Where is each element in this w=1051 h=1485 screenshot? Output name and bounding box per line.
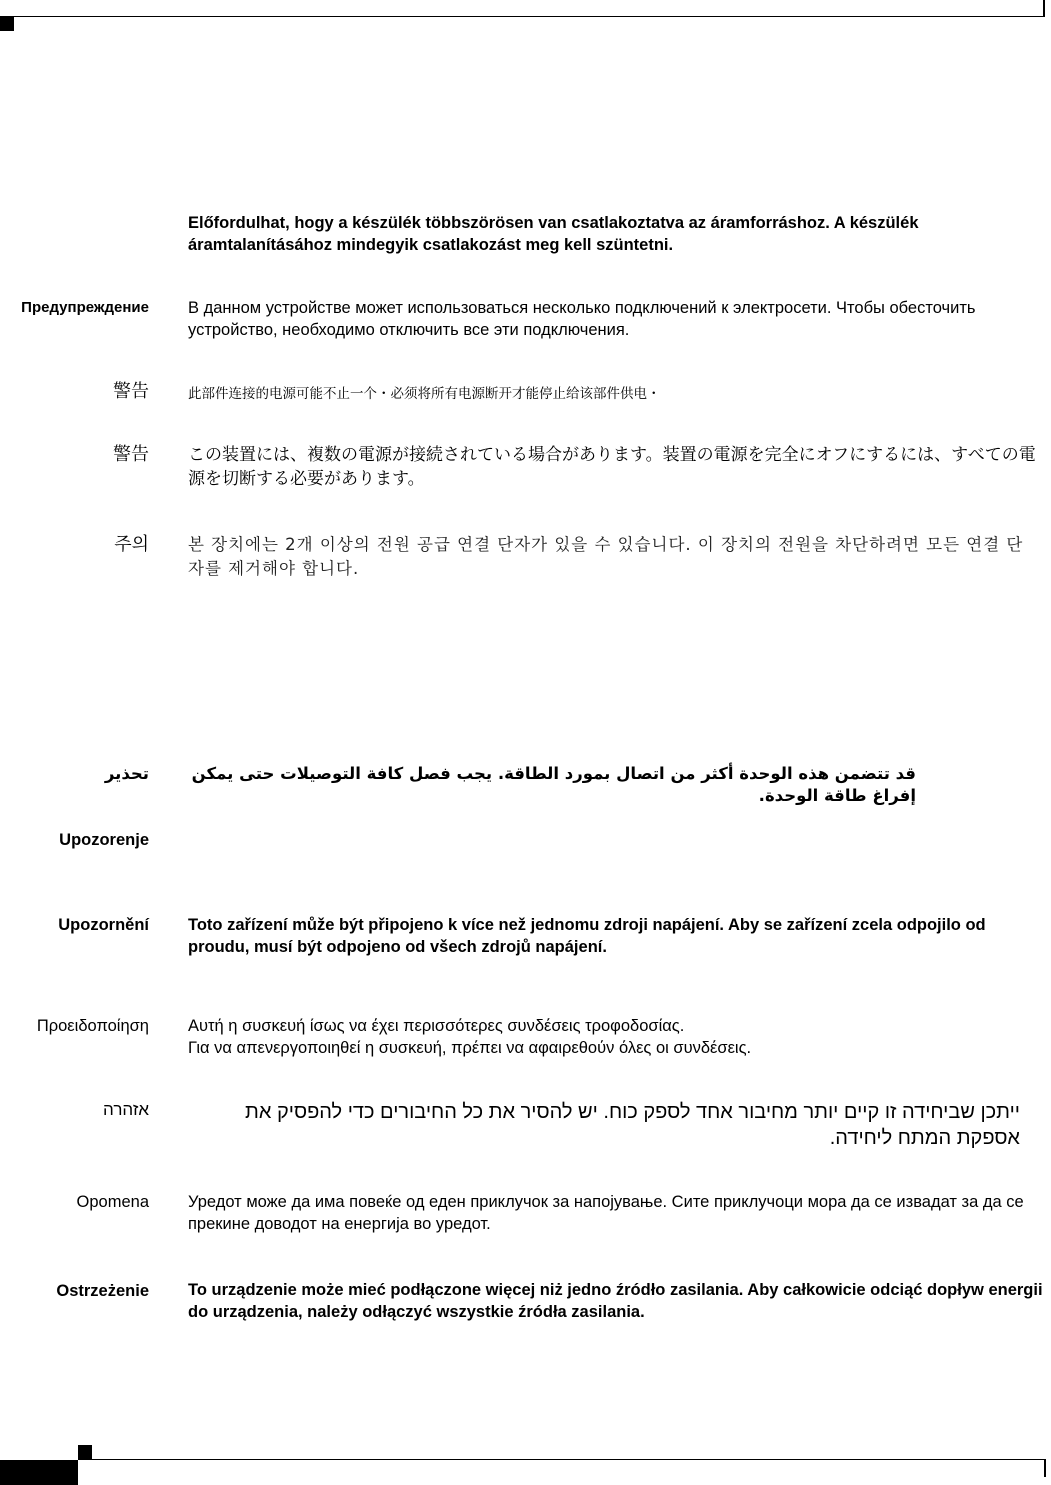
warning-text-chinese: 此部件连接的电源可能不止一个・必须将所有电源断开才能停止给该部件供电・ [188,386,661,402]
warning-label-japanese: 警告 [113,444,149,465]
warning-text-greek [188,1015,1038,1059]
warning-text-greek-line1: Αυτή η συσκευή ίσως να έχει περισσότερες συνδέσεις τροφοδοσίας. [188,1017,685,1035]
warning-text-japanese: この装置には、複数の電源が接続されている場合があります。装置の電源を完全にオフにするには、すべての電源を切断する必要があります。 [188,445,1036,489]
warning-label-greek: Προειδοποίηση [36,1017,149,1035]
warning-label-macedonian: Opomena [76,1193,149,1211]
warning-text-macedonian: Уредот може да има повеќе од еден приклучок за напојување. Сите приклучоци мора да се извадат за да се прекине доводот на енергија во уредот. [188,1193,1024,1233]
warning-text-polish: To urządzenie może mieć podłączone więcej niż jedno źródło zasilania. Aby całkowicie odciąć dopływ energii do urządzenia, należy odłączyć wszystkie źródła zasilania. [188,1281,1043,1321]
warning-label-korean: 주의 [114,534,149,555]
warning-text-russian: В данном устройстве может использоваться несколько подключений к электросети. Чтобы обесточить устройство, необходимо отключить все эти подключения. [188,299,976,339]
warning-label-arabic: تحذير [104,764,149,783]
warning-text-hebrew: ייתכן שביחידה זו קיים יותר מחיבור אחד לספק כוח. יש להסיר את כל החיבורים כדי להפסיק את אספקת המתח ליחידה. [245,1101,1020,1149]
header-rule [0,16,1044,17]
warning-label-croatian: Upozorenje [59,831,149,849]
warning-text-arabic: قد تتضمن هذه الوحدة أكثر من اتصال بمورد الطاقة. يجب فصل كافة التوصيلات حتى يمكن إفراغ طاقة الوحدة. [191,764,916,805]
footer-rule [78,1459,1046,1460]
warning-label-chinese: 警告 [113,381,149,402]
warning-label-hebrew: אזהרה [103,1100,149,1119]
warning-text-korean: 본 장치에는 2개 이상의 전원 공급 연결 단자가 있을 수 있습니다. 이 장치의 전원을 차단하려면 모든 연결 단자를 제거해야 합니다. [188,535,1024,578]
footer-page-tab [0,1460,78,1485]
warning-label-polish: Ostrzeżenie [56,1282,149,1300]
warning-text-czech: Toto zařízení může být připojeno k více než jednomu zdroji napájení. Aby se zařízení zcela odpojilo od proudu, musí být odpojeno od všech zdrojů napájení. [188,916,986,956]
warning-text-hungarian: Előfordulhat, hogy a készülék többszörösen van csatlakoztatva az áramforráshoz. A készülék áramtalanításához mindegyik csatlakozást meg kell szüntetni. [188,214,919,254]
footer-rule-tick [1044,1459,1046,1477]
warning-label-czech: Upozornění [58,916,149,934]
warning-text-greek-line2: Για να απενεργοποιηθεί η συσκευή, πρέπει να αφαιρεθούν όλες οι συνδέσεις. [188,1039,752,1057]
footer-square [78,1445,92,1459]
warning-label-russian: Предупреждение [21,299,149,316]
header-corner-block [0,17,14,31]
header-rule-tick [1043,0,1045,17]
